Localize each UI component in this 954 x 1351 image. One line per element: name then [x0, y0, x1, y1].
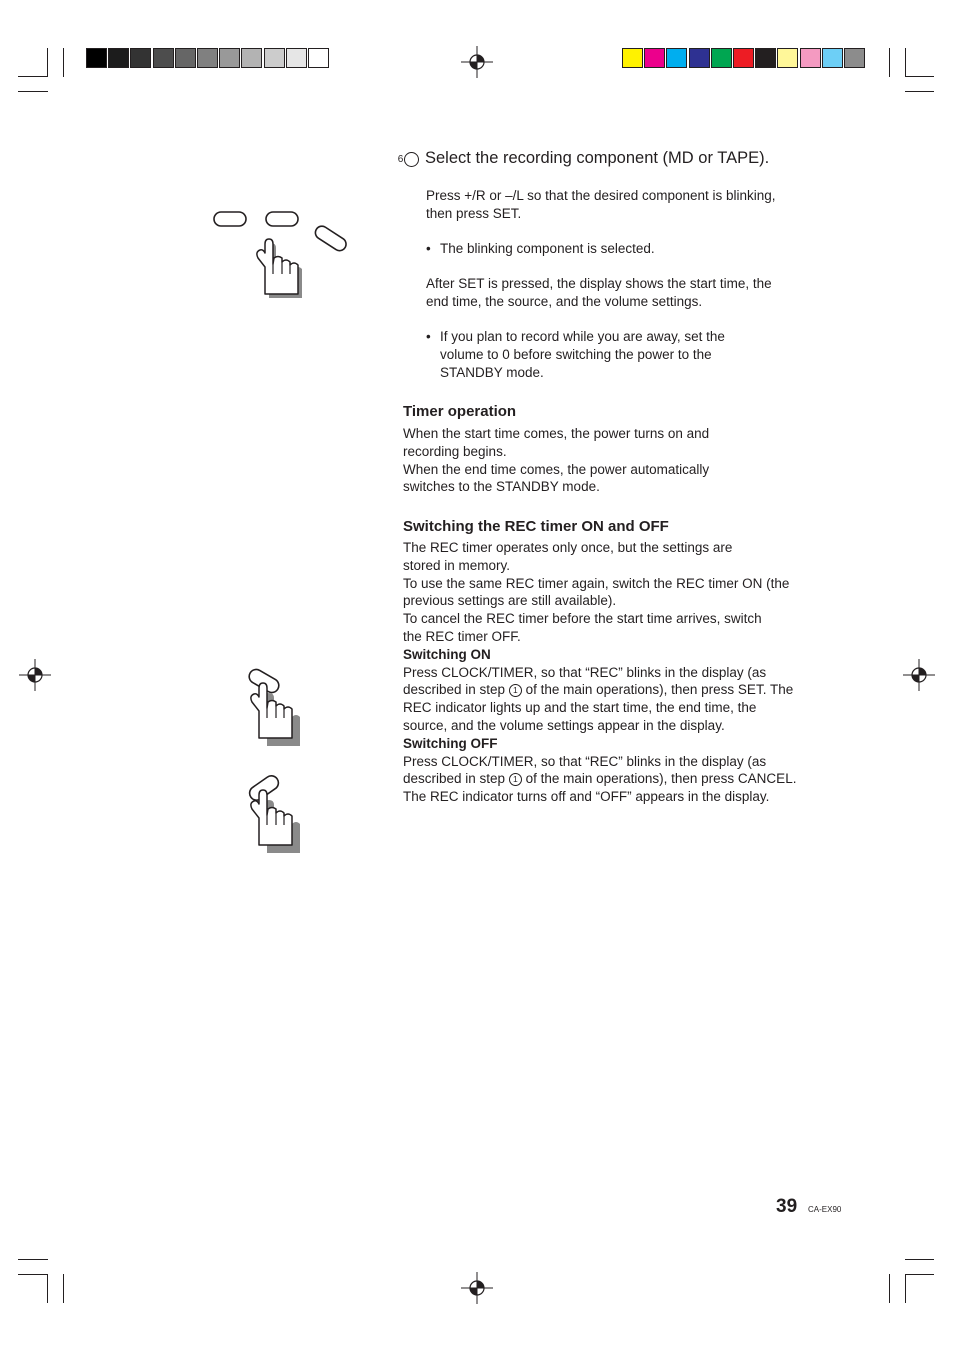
switching-on-heading: Switching ON [403, 646, 491, 662]
registration-mark-right [903, 659, 935, 691]
step-6-instruction: Press +/R or –/L so that the desired component is blinking, then press SET. [426, 188, 776, 221]
text-run: of the main operations), then press CANCEL. The REC indicator turns off and “OFF” appears in the display. [403, 771, 797, 805]
page-number: 39 [776, 1196, 798, 1217]
step-reference: 1 [509, 773, 522, 786]
step-6-after-set: After SET is pressed, the display shows the start time, the end time, the source, and the volume settings. [426, 276, 772, 309]
color-swatch [777, 48, 798, 68]
gray-swatch [264, 48, 285, 68]
gray-swatch [286, 48, 307, 68]
switching-off-text [403, 753, 798, 806]
color-swatch [711, 48, 732, 68]
step-6-heading [397, 149, 796, 168]
color-swatch [755, 48, 776, 68]
switching-off-heading: Switching OFF [403, 735, 498, 751]
hand-pressing-button-icon [240, 771, 310, 853]
step-reference: 1 [509, 684, 522, 697]
hand-pressing-button-icon [208, 206, 353, 304]
registration-mark-bottom [461, 1272, 493, 1304]
gray-swatch [130, 48, 151, 68]
rec-timer-heading: Switching the REC timer ON and OFF [403, 518, 669, 535]
color-swatch [644, 48, 665, 68]
text-run: of the main operations), then press SET. The REC indicator lights up and the start time, the end time, the source, and the volume settings appear in the display. [403, 682, 794, 733]
paragraph: To use the same REC timer again, switch the REC timer ON (the previous settings are still available). [403, 575, 790, 609]
color-swatch [689, 48, 710, 68]
paragraph: The REC timer operates only once, but the settings are stored in memory. [403, 540, 733, 573]
color-swatch [622, 48, 643, 68]
step-number: 6 [404, 152, 419, 167]
color-swatch [822, 48, 843, 68]
paragraph: When the start time comes, the power turns on and recording begins. [403, 426, 710, 459]
text-run: Press CLOCK/TIMER, so that “REC” blinks in the display (as described in step [403, 664, 767, 698]
registration-mark-top [461, 46, 493, 78]
gray-swatch [308, 48, 329, 68]
gray-swatch [108, 48, 129, 68]
bullet-dot-icon: • [426, 241, 431, 256]
color-swatch [844, 48, 865, 68]
timer-operation-text [403, 425, 763, 496]
gray-swatch [219, 48, 240, 68]
paragraph: When the end time comes, the power automatically switches to the STANDBY mode. [403, 461, 710, 495]
gray-swatch [86, 48, 107, 68]
gray-swatch [153, 48, 174, 68]
rec-timer-text [403, 539, 798, 806]
step-title: Select the recording component (MD or TAPE). [425, 149, 770, 167]
text-run: Press CLOCK/TIMER, so that “REC” blinks in the display (as described in step [403, 753, 767, 787]
color-swatch [666, 48, 687, 68]
switching-on-text [403, 664, 798, 735]
color-swatch [733, 48, 754, 68]
model-code: CA-EX90 [808, 1205, 842, 1214]
gray-swatch [175, 48, 196, 68]
paragraph: To cancel the REC timer before the start time arrives, switch the REC timer OFF. [403, 611, 762, 644]
gray-swatch [241, 48, 262, 68]
gray-swatch [197, 48, 218, 68]
bullet-dot-icon: • [426, 329, 431, 344]
registration-mark-left [19, 659, 51, 691]
hand-pressing-button-icon [240, 664, 310, 746]
bullet-text: The blinking component is selected. [440, 241, 655, 256]
bullet-text: If you plan to record while you are away, set the volume to 0 before switching the power to the STANDBY mode. [440, 329, 725, 380]
timer-operation-heading: Timer operation [403, 403, 517, 420]
color-swatch [800, 48, 821, 68]
